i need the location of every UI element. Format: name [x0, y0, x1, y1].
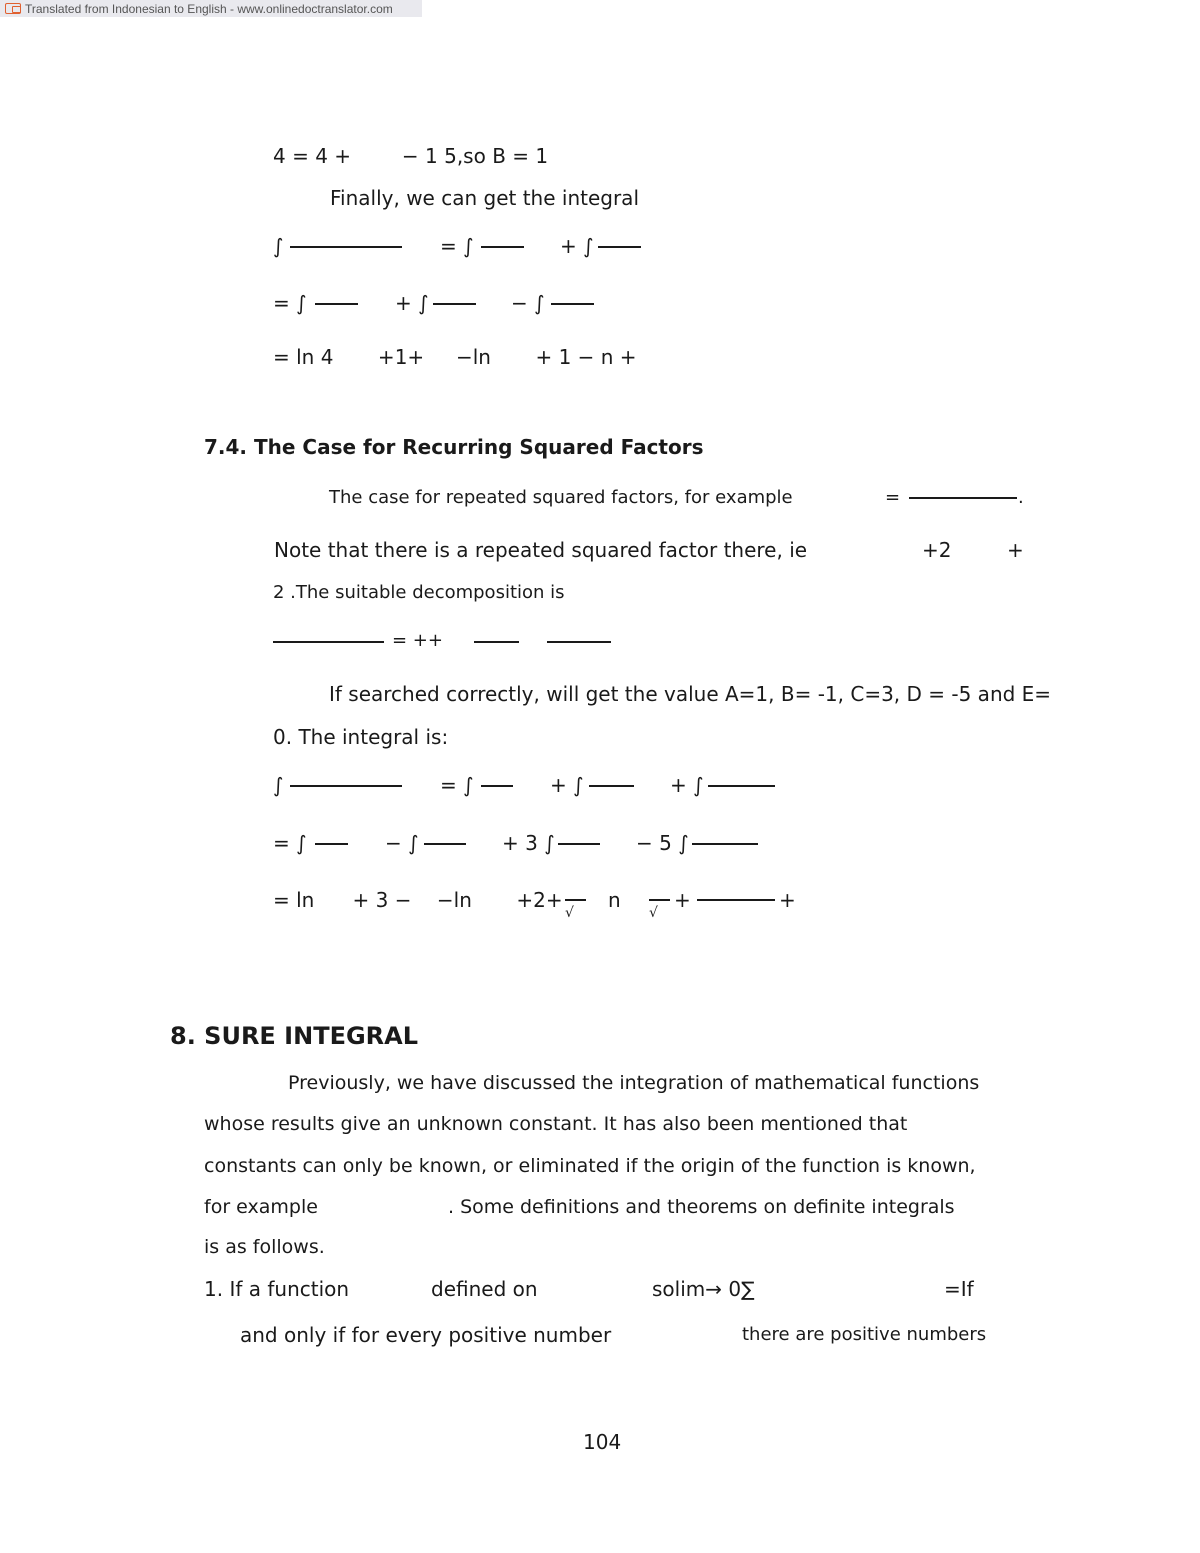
- integral-sign: − 5 ∫: [636, 831, 689, 855]
- definition-item: defined on: [431, 1277, 538, 1301]
- values-line: If searched correctly, will get the value A=1, B= -1, C=3, D = -5 and E=: [329, 682, 1052, 706]
- fraction-bar: [315, 303, 358, 305]
- translation-banner-text: Translated from Indonesian to English - www.onlinedoctranslator.com: [25, 1, 393, 16]
- translation-banner[interactable]: [0, 0, 422, 17]
- integral-sign: + ∫: [395, 291, 429, 315]
- integral-sign: ∫: [273, 234, 284, 258]
- fraction-bar: [547, 641, 611, 643]
- integral-intro: 0. The integral is:: [273, 725, 449, 749]
- fraction-bar: [565, 899, 586, 901]
- intro-equals: =: [885, 487, 901, 508]
- fraction-bar: [558, 843, 600, 845]
- decomposition-equation: = ++: [392, 630, 443, 651]
- paragraph-line: whose results give an unknown constant. It has also been mentioned that: [204, 1113, 908, 1135]
- fraction-bar: [649, 899, 670, 901]
- definition-item: there are positive numbers: [742, 1324, 987, 1345]
- integral-sign: = ∫: [273, 831, 307, 855]
- intro-period: .: [1018, 487, 1024, 508]
- fraction-bar: [909, 497, 1017, 499]
- fraction-bar: [424, 843, 466, 845]
- sqrt-sign: √: [649, 905, 658, 921]
- fraction-bar: [692, 843, 758, 845]
- integral-sign: + ∫: [670, 773, 704, 797]
- note-text: Note that there is a repeated squared factor there, ie: [274, 538, 808, 562]
- integral-sign: = ∫: [273, 291, 307, 315]
- equation-line-b-value: 4 = 4 + − 1 5,so B = 1: [273, 144, 549, 168]
- fraction-bar: [598, 246, 641, 248]
- integral-sign: − ∫: [385, 831, 419, 855]
- definition-item: =If: [944, 1277, 974, 1301]
- fraction-bar: [708, 785, 775, 787]
- paragraph-line: constants can only be known, or eliminated if the origin of the function is known,: [204, 1155, 976, 1177]
- paragraph-line: Previously, we have discussed the integration of mathematical functions: [288, 1072, 980, 1094]
- fraction-bar: [697, 899, 775, 901]
- integral-sign: + 3 ∫: [502, 831, 555, 855]
- section-heading-7-4: 7.4. The Case for Recurring Squared Factors: [204, 435, 704, 459]
- integral-sign: ∫: [273, 773, 284, 797]
- plus-sign: +: [779, 888, 796, 912]
- integral-sign: + ∫: [560, 234, 594, 258]
- decomposition-text: 2 .The suitable decomposition is: [273, 582, 565, 603]
- sqrt-sign: √: [565, 905, 574, 921]
- limit-sum-expression: solim→ 0∑: [652, 1277, 755, 1301]
- fraction-bar: [290, 785, 402, 787]
- translate-icon: [5, 3, 21, 14]
- fraction-bar: [433, 303, 476, 305]
- integral-sign: = ∫: [440, 234, 474, 258]
- intro-text: The case for repeated squared factors, for example: [329, 487, 793, 508]
- paragraph-line: is as follows.: [204, 1236, 325, 1258]
- fraction-bar: [315, 843, 348, 845]
- definition-item: 1. If a function: [204, 1277, 350, 1301]
- integral-sign: − ∫: [511, 291, 545, 315]
- fraction-bar: [474, 641, 519, 643]
- paragraph-line: . Some definitions and theorems on definite integrals: [448, 1196, 955, 1218]
- section-heading-8: 8. SURE INTEGRAL: [170, 1022, 419, 1050]
- final-result-line: = ln + 3 − −ln +2+: [273, 888, 563, 912]
- paragraph-line: for example: [204, 1196, 318, 1218]
- fraction-bar: [481, 785, 513, 787]
- n-symbol: n: [608, 888, 621, 912]
- fraction-bar: [481, 246, 524, 248]
- note-plus-two: +2: [922, 538, 952, 562]
- integral-sign: + ∫: [550, 773, 584, 797]
- fraction-bar: [589, 785, 634, 787]
- integral-sign: = ∫: [440, 773, 474, 797]
- fraction-bar: [290, 246, 402, 248]
- result-line: = ln 4 +1+ −ln + 1 − n +: [273, 345, 637, 369]
- definition-item: and only if for every positive number: [240, 1323, 612, 1347]
- note-plus: +: [1007, 538, 1024, 562]
- fraction-bar: [551, 303, 594, 305]
- finally-text: Finally, we can get the integral: [330, 186, 639, 210]
- plus-sign: +: [674, 888, 691, 912]
- page-number: 104: [583, 1430, 622, 1454]
- fraction-bar: [273, 641, 384, 643]
